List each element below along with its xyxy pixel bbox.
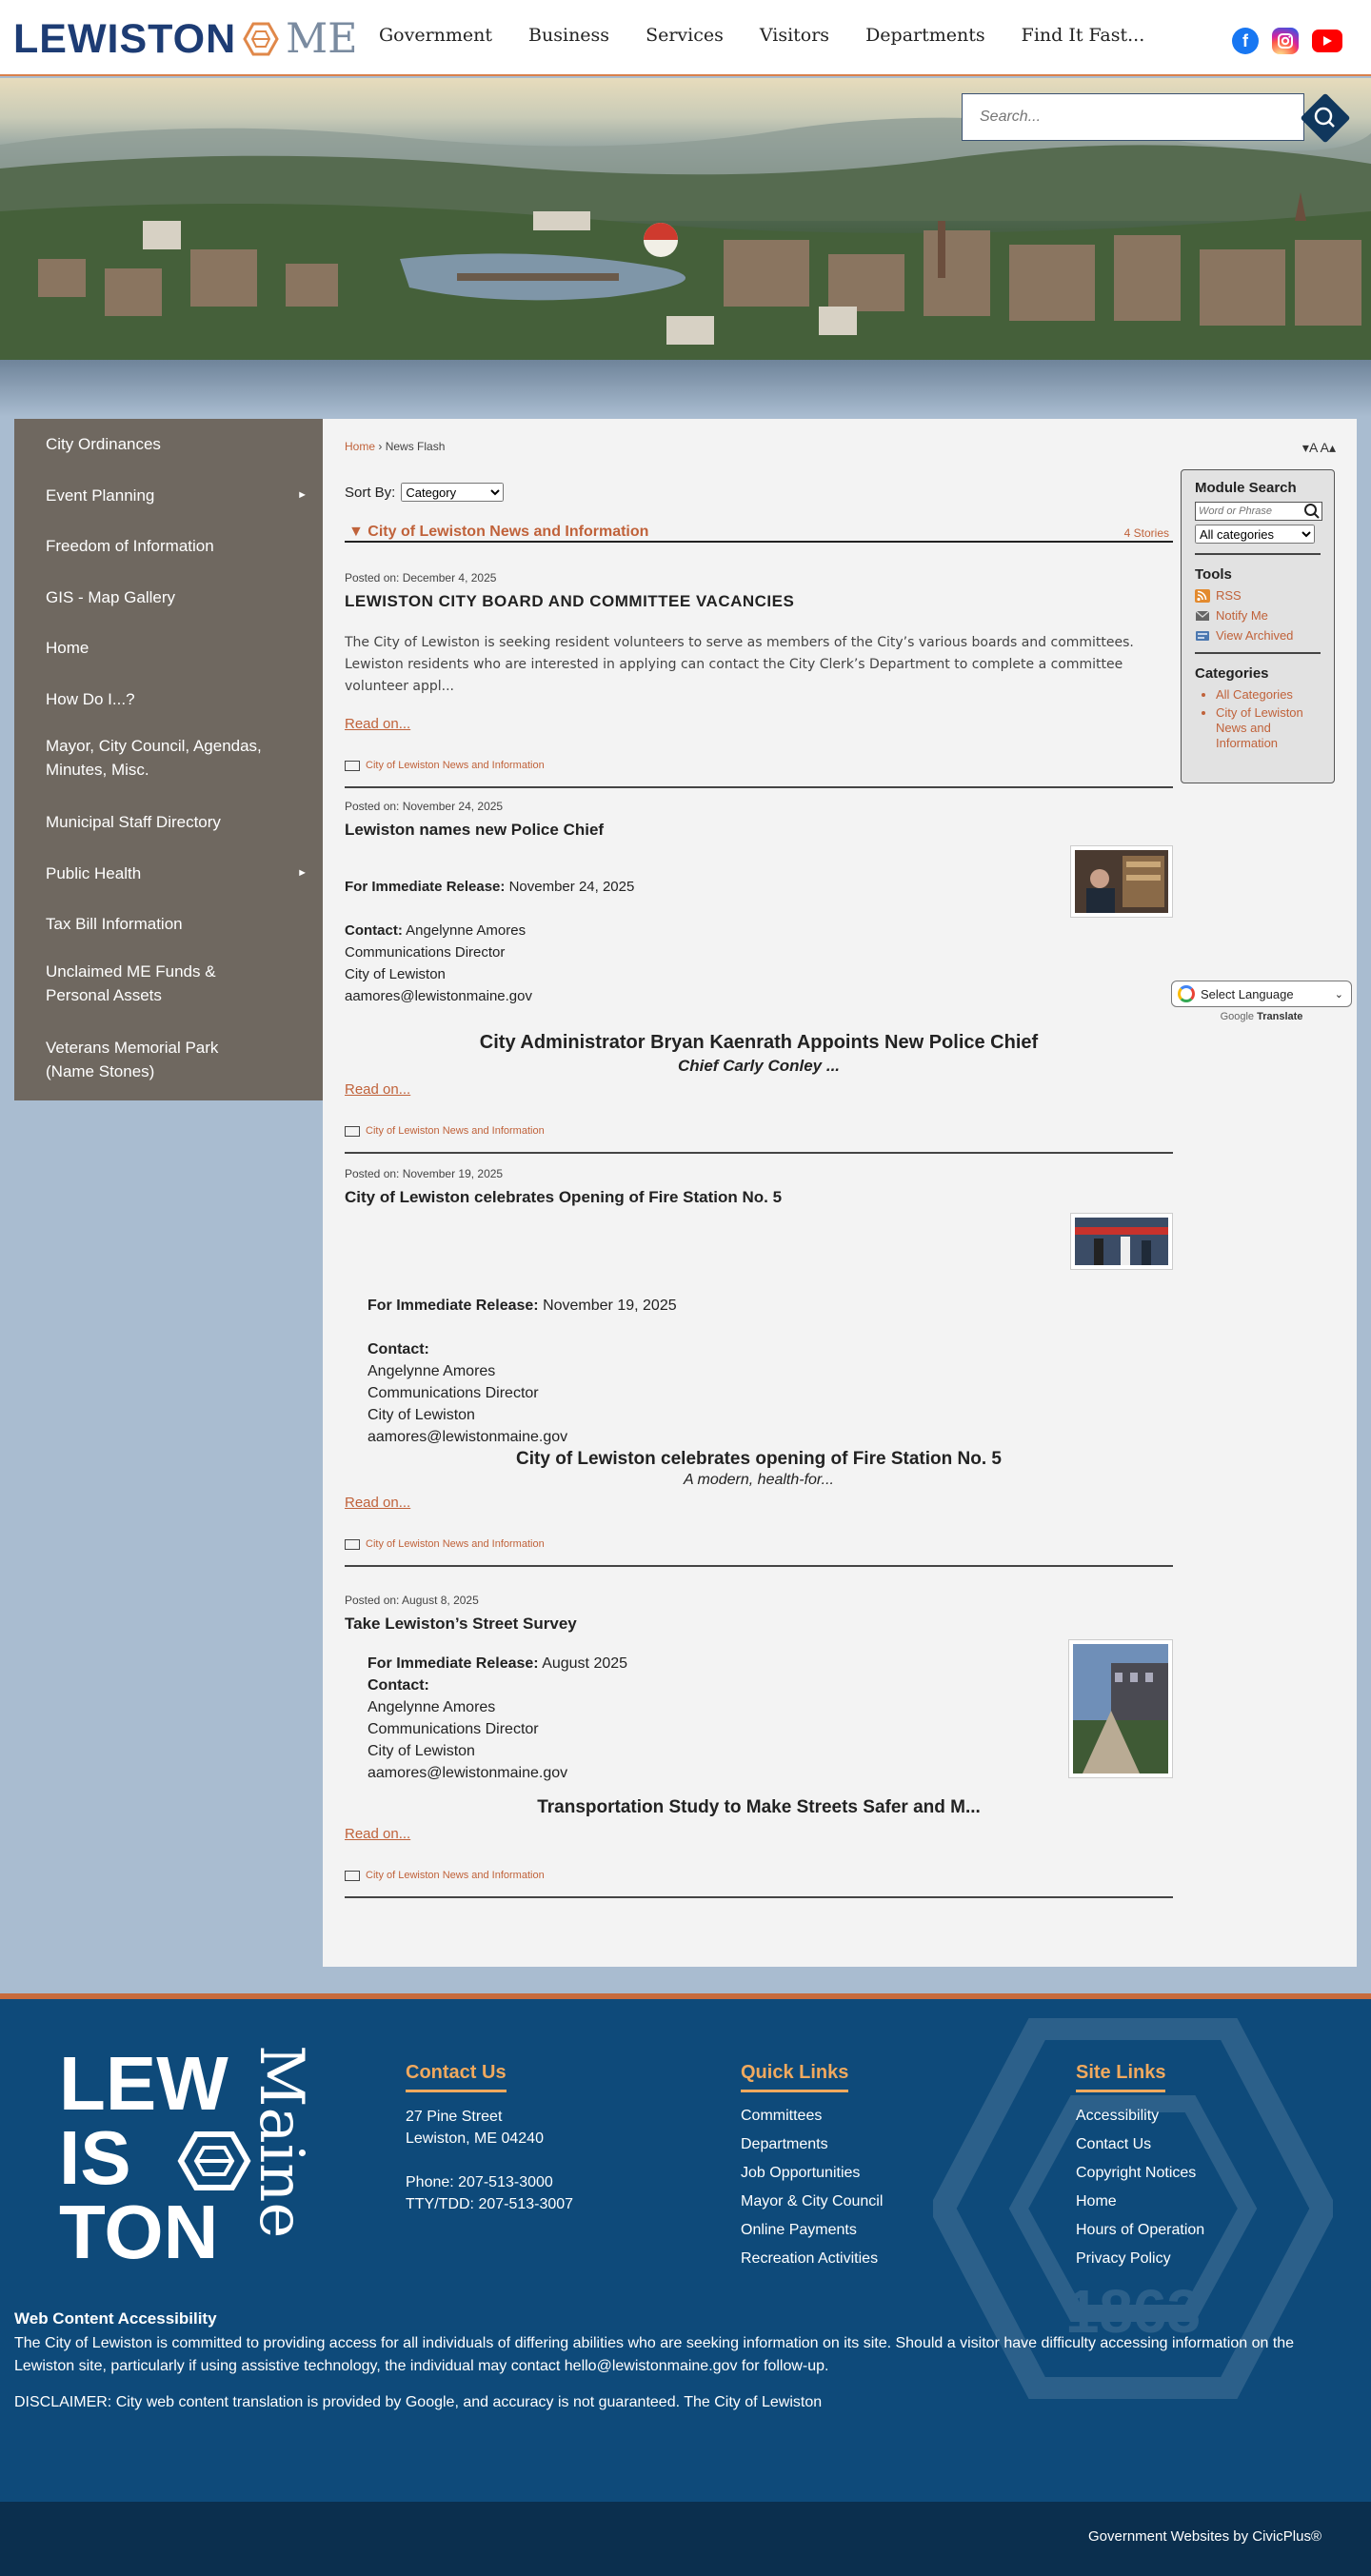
divider [1195, 652, 1321, 654]
quick-link-recreation[interactable]: Recreation Activities [741, 2250, 879, 2267]
search-icon[interactable] [1310, 104, 1339, 132]
quick-link-payments[interactable]: Online Payments [741, 2222, 857, 2238]
contact-detail: City of Lewiston [368, 1407, 475, 1423]
read-on-link[interactable]: Read on... [345, 1826, 411, 1842]
sidebar-item-city-ordinances[interactable]: City Ordinances [46, 435, 161, 453]
footer-site-links [1076, 2062, 1204, 2273]
sidebar-item-tax-bill-information[interactable]: Tax Bill Information [46, 915, 183, 933]
sidebar-item-unclaimed-funds[interactable]: Unclaimed ME Funds & Personal Assets [46, 962, 216, 1004]
rss-icon [1195, 589, 1210, 603]
search-input[interactable] [963, 94, 1286, 140]
sort-select[interactable] [401, 483, 504, 502]
youtube-icon[interactable] [1312, 30, 1342, 52]
contact-detail: City of Lewiston [368, 1743, 475, 1759]
footer-logo-vertical: Maine [246, 2045, 316, 2239]
contact-detail: Communications Director [345, 944, 506, 961]
site-search [962, 93, 1304, 141]
sidebar-item-municipal-staff-directory[interactable]: Municipal Staff Directory [46, 813, 221, 831]
breadcrumb-home[interactable]: Home [345, 440, 376, 453]
post-category-link[interactable]: City of Lewiston News and Information [345, 1870, 545, 1881]
contact-line: Contact: Angelynne Amores [345, 922, 527, 939]
site-footer [0, 1993, 1371, 2502]
disclaimer-text: DISCLAIMER: City web content translation is provided by Google, and accuracy is not guaranteed. The City of Lewiston [14, 2394, 823, 2410]
release-line: For Immediate Release: November 24, 2025 [345, 879, 635, 895]
watermark-year: 1863 [1064, 2277, 1202, 2346]
contact-detail: aamores@lewistonmaine.gov [368, 1765, 568, 1781]
post-thumbnail[interactable] [1070, 845, 1173, 918]
post-headline: City Administrator Bryan Kaenrath Appoints New Police Chief [479, 1032, 1039, 1053]
accessibility-title: Web Content Accessibility [14, 2309, 217, 2328]
accessibility-statement [14, 2309, 1357, 2414]
read-on-link[interactable]: Read on... [345, 1495, 411, 1511]
tool-notify-me[interactable]: Notify Me [1195, 608, 1321, 623]
quick-links-title: Quick Links [741, 2062, 848, 2092]
site-header [0, 0, 1371, 76]
footer-logo-line-1: LEW [59, 2045, 228, 2126]
sidebar-item-how-do-i[interactable]: How Do I...? [46, 690, 135, 708]
accessibility-text: The City of Lewiston is committed to providing access for all individuals of differing abilities who are seeking information on its site. Should a visitor have difficulty accessing information on the Lewiston site, particularly if using assistive technology, the individual may contact hello@lewistonmaine.gov for follow-up. [14, 2335, 1295, 2374]
footer-logo-line-3: TON [59, 2190, 219, 2264]
envelope-icon [1195, 609, 1210, 623]
post-title[interactable]: LEWISTON CITY BOARD AND COMMITTEE VACANCIES [345, 592, 795, 610]
street-photo [1073, 1644, 1168, 1773]
social-links [1232, 28, 1342, 54]
tool-view-archived[interactable]: View Archived [1195, 628, 1321, 643]
post-title[interactable]: City of Lewiston celebrates Opening of Fire Station No. 5 [345, 1188, 783, 1206]
logo-state: ME [286, 15, 358, 63]
post-title[interactable]: Take Lewiston’s Street Survey [345, 1615, 577, 1633]
contact-detail: aamores@lewistonmaine.gov [368, 1429, 568, 1445]
contact-address: 27 Pine Street Lewiston, ME 04240 Phone: 207-513-3000 TTY/TDD: 207-513-3007 [406, 2106, 573, 2215]
nav-government[interactable]: Government [379, 25, 493, 46]
quick-link-departments[interactable]: Departments [741, 2136, 828, 2152]
sidebar-item-event-planning[interactable]: Event Planning ► [14, 484, 323, 507]
sort-label: Sort By: [345, 484, 396, 501]
post-category-link[interactable]: City of Lewiston News and Information [345, 760, 545, 771]
sidebar-item-veterans-memorial-park[interactable]: Veterans Memorial Park (Name Stones) [46, 1039, 219, 1080]
news-post [345, 1594, 1173, 1955]
category-icon [345, 1539, 360, 1550]
phone: Phone: 207-513-3000 [406, 2174, 553, 2190]
post-subheadline: A modern, health-for... [684, 1472, 834, 1488]
footer-quick-links [741, 2062, 883, 2273]
sidebar-item-gis-map-gallery[interactable]: GIS - Map Gallery [46, 588, 176, 606]
site-link-contact[interactable]: Contact Us [1076, 2136, 1152, 2152]
post-subheadline: Chief Carly Conley ... [677, 1057, 841, 1075]
post-headline: City of Lewiston celebrates opening of Fire Station No. 5 [516, 1449, 1002, 1469]
post-date: Posted on: November 19, 2025 [345, 1167, 504, 1180]
tools-title: Tools [1195, 566, 1232, 583]
category-icon [345, 1126, 360, 1137]
post-divider [345, 1565, 1173, 1567]
news-post [345, 800, 1173, 1180]
contact-label: Contact: [368, 1677, 429, 1694]
category-header [345, 524, 1173, 543]
contact-detail: Communications Director [368, 1385, 539, 1401]
contact-detail: City of Lewiston [345, 966, 446, 982]
chevron-down-icon: ⌄ [1334, 988, 1343, 1001]
nav-departments[interactable]: Departments [865, 25, 985, 46]
category-title[interactable]: ▼ City of Lewiston News and Information [348, 524, 649, 540]
tool-rss[interactable]: RSS [1195, 588, 1321, 603]
main-nav [379, 25, 1181, 46]
sidebar-item-mayor-city-council[interactable]: Mayor, City Council, Agendas, Minutes, Misc. [46, 737, 262, 779]
sort-by [345, 483, 504, 502]
module-category-select[interactable] [1195, 525, 1315, 544]
search-icon[interactable] [1303, 503, 1321, 520]
language-select[interactable]: Select Language ⌄ [1171, 981, 1352, 1007]
category-icon [345, 761, 360, 771]
quick-link-committees[interactable]: Committees [741, 2108, 823, 2124]
google-translate [1171, 981, 1352, 1022]
post-title[interactable]: Lewiston names new Police Chief [345, 821, 605, 839]
submenu-arrow-icon[interactable]: ► [297, 867, 308, 879]
quick-link-jobs[interactable]: Job Opportunities [741, 2165, 861, 2181]
read-on-link[interactable]: Read on... [345, 1081, 411, 1098]
submenu-arrow-icon[interactable]: ► [297, 489, 308, 501]
post-date: Posted on: December 4, 2025 [345, 571, 497, 585]
nav-services[interactable]: Services [646, 25, 724, 46]
post-thumbnail[interactable] [1070, 1213, 1173, 1270]
category-list [1195, 687, 1321, 751]
google-icon [1178, 985, 1195, 1002]
module-search-panel [1181, 469, 1335, 783]
categories-title: Categories [1195, 665, 1269, 682]
civicplus-link[interactable]: Government Websites by CivicPlus® [1087, 2528, 1321, 2545]
powered-by-google[interactable]: Google Translate [1220, 1011, 1303, 1022]
release-line: For Immediate Release: August 2025 [368, 1655, 628, 1672]
breadcrumb [345, 440, 445, 453]
footer-logo[interactable] [59, 2045, 316, 2264]
footer-contact [406, 2062, 573, 2215]
hexagon-logo-icon [242, 20, 280, 58]
nav-business[interactable]: Business [528, 25, 610, 46]
post-date: Posted on: August 8, 2025 [345, 1594, 479, 1607]
module-search-field [1195, 502, 1321, 521]
post-divider [345, 1152, 1173, 1154]
sidebar-item-public-health[interactable]: Public Health ► [14, 862, 323, 885]
post-divider [345, 1896, 1173, 1898]
breadcrumb-current: News Flash [385, 440, 446, 453]
post-category-link[interactable]: City of Lewiston News and Information [345, 1125, 545, 1137]
news-post [345, 1167, 1173, 1595]
site-link-privacy[interactable]: Privacy Policy [1076, 2250, 1171, 2267]
contact-detail: Angelynne Amores [368, 1363, 496, 1379]
hero-shadow [0, 360, 1371, 417]
logo-text: LEWISTON [13, 15, 237, 62]
site-links-title: Site Links [1076, 2062, 1165, 2092]
contact-detail: aamores@lewistonmaine.gov [345, 988, 532, 1004]
site-logo[interactable] [13, 15, 358, 63]
divider [1195, 553, 1321, 555]
sidebar-item-freedom-of-information[interactable]: Freedom of Information [46, 537, 214, 555]
contact-label: Contact: [368, 1341, 429, 1357]
story-count: 4 Stories [1123, 526, 1169, 540]
sidebar-nav [14, 419, 323, 1100]
breadcrumb-separator: › [378, 440, 383, 453]
site-link-accessibility[interactable]: Accessibility [1076, 2108, 1160, 2124]
category-icon [345, 1871, 360, 1881]
sidebar-item-home[interactable]: Home [46, 639, 89, 657]
instagram-icon[interactable] [1272, 28, 1299, 54]
site-link-copyright[interactable]: Copyright Notices [1076, 2165, 1197, 2181]
tty: TTY/TDD: 207-513-3007 [406, 2196, 574, 2212]
post-date: Posted on: November 24, 2025 [345, 800, 504, 813]
nav-visitors[interactable]: Visitors [759, 25, 830, 46]
post-divider [345, 786, 1173, 788]
quick-link-mayor[interactable]: Mayor & City Council [741, 2193, 884, 2209]
category-all[interactable]: • All Categories [1216, 687, 1321, 703]
nav-find-it-fast[interactable]: Find It Fast... [1021, 25, 1145, 46]
category-city-news[interactable]: • City of Lewiston News and Information [1216, 705, 1321, 751]
site-link-hours[interactable]: Hours of Operation [1076, 2222, 1205, 2238]
main-content [323, 419, 1357, 1967]
post-thumbnail[interactable] [1068, 1639, 1173, 1778]
post-summary: The City of Lewiston is seeking resident volunteers to serve as members of the City’s various boards and committees. Lewiston residents who are interested in applying can contact the City Clerk’s Department to complete a committee volunteer appl... [345, 635, 1134, 694]
contact-detail: Angelynne Amores [368, 1699, 496, 1715]
post-category-link[interactable]: City of Lewiston News and Information [345, 1538, 545, 1550]
contact-detail: Communications Director [368, 1721, 539, 1737]
footer-logo-line-2: IS [59, 2115, 131, 2200]
contact-title: Contact Us [406, 2062, 507, 2092]
font-size-controls[interactable]: ▾A A▴ [1301, 440, 1336, 455]
archive-icon [1195, 629, 1210, 643]
fire-station-photo [1075, 1218, 1168, 1265]
facebook-icon[interactable]: f [1232, 28, 1259, 54]
read-on-link[interactable]: Read on... [345, 716, 411, 732]
police-chief-photo [1075, 850, 1168, 913]
footer-bottom-bar [0, 2502, 1371, 2576]
post-headline: Transportation Study to Make Streets Safer and M... [537, 1797, 981, 1817]
site-link-home[interactable]: Home [1076, 2193, 1117, 2209]
release-line: For Immediate Release: November 19, 2025 [368, 1298, 677, 1314]
module-search-title: Module Search [1195, 480, 1297, 496]
